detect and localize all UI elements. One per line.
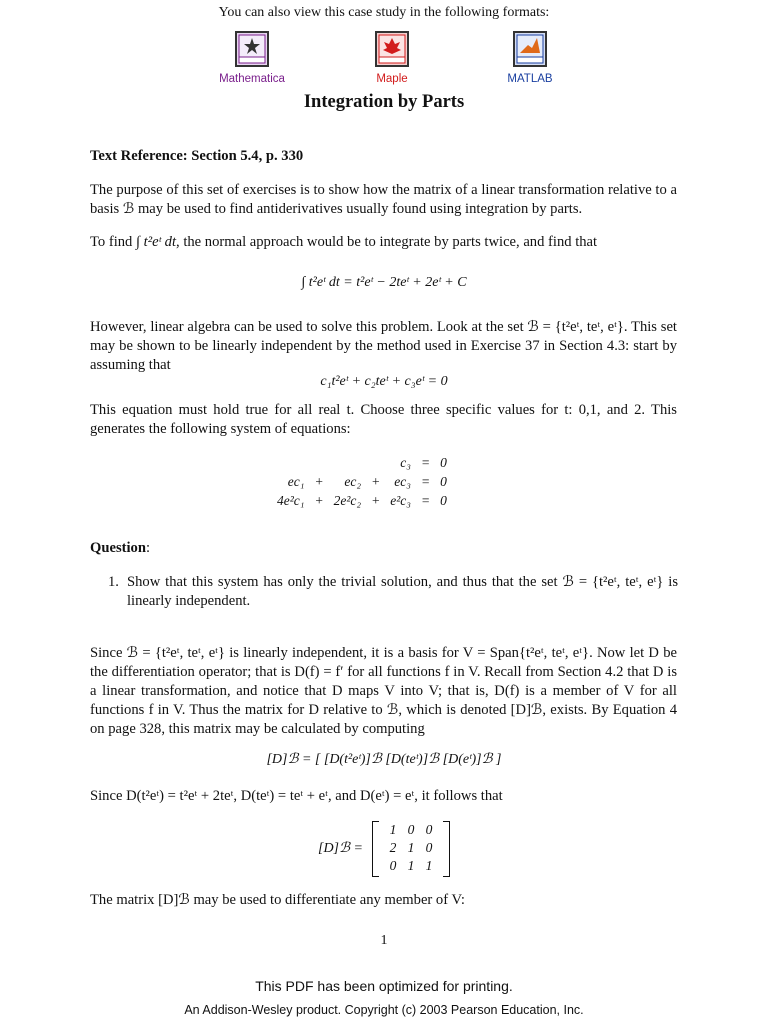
matlab-icon [513, 31, 547, 67]
paragraph-basis: Since ℬ = {t²eᵗ, teᵗ, eᵗ} is linearly independent, it is a basis for V = Span{t²eᵗ, teᵗ, eᵗ}. Now let D be the differentiation operator; that is D(f) = f′ for all functions f in V. Recall from Section 4.2 that D is a linear transformation, and notice that D maps V into V; that is, D(f) is a member of V for all functions f in V. Thus the matrix for D relative to ℬ, which is denoted [D]ℬ, exists. By Equation 4 on page 328, this matrix may be calculated by computing [90, 645, 677, 737]
sys-cell [329, 453, 366, 472]
paragraph-purpose: The purpose of this set of exercises is to show how the matrix of a linear transformation relative to a basis ℬ may be used to find antiderivatives usually found using integration by parts. [90, 182, 677, 217]
question-item [108, 573, 678, 611]
page-title: Integration by Parts [303, 92, 465, 112]
question-heading [90, 539, 677, 558]
question-number: 1. [108, 574, 119, 590]
page-number: 1 [380, 933, 388, 948]
matrix-cell: 1 [407, 858, 415, 873]
matrix-cell: 0 [389, 858, 397, 873]
matrix-D [372, 821, 450, 875]
matrix-cell: 1 [389, 822, 397, 837]
system-row [272, 491, 452, 510]
para2-pre: To find [90, 234, 136, 250]
sys-cell: 4e²c₁ [277, 492, 305, 508]
inline-integral: ∫ t²eᵗ dt [136, 234, 177, 250]
sys-cell [366, 453, 385, 472]
sys-cell: + [314, 473, 324, 489]
sys-cell: e²c₃ [390, 492, 411, 508]
paragraph-differentiate: The matrix [D]ℬ may be used to differentiate any member of V: [90, 892, 465, 908]
sys-cell: = [420, 454, 431, 470]
maple-icon [375, 31, 409, 67]
matrix-left-bracket [372, 821, 379, 877]
sys-cell: 2e²c₂ [333, 492, 362, 508]
equation-linear-combination: c₁t²eᵗ + c₂teᵗ + c₃eᵗ = 0 [320, 374, 448, 389]
matrix-cell: 0 [407, 822, 415, 837]
sys-cell: ec₁ [287, 473, 305, 489]
question-colon: : [145, 540, 151, 556]
sys-cell [309, 453, 328, 472]
footer-copyright: An Addison-Wesley product. Copyright (c) 2003 Pearson Education, Inc. [184, 1003, 584, 1017]
question-text: Show that this system has only the trivial solution, and thus that the set ℬ = {t²eᵗ, teᵗ, eᵗ} is linearly independent. [127, 574, 678, 609]
equation-integral: ∫ t²eᵗ dt = t²eᵗ − 2teᵗ + 2eᵗ + C [301, 275, 467, 290]
paragraph-derivatives: Since D(t²eᵗ) = t²eᵗ + 2teᵗ, D(teᵗ) = teᵗ + eᵗ, and D(eᵗ) = eᵗ, it follows that [90, 788, 503, 804]
maple-label[interactable]: Maple [376, 73, 408, 85]
paragraph-to-find [90, 233, 677, 252]
sys-cell: + [314, 492, 324, 508]
equation-matrix-definition: [D]ℬ = [ [D(t²eᵗ)]ℬ [D(teᵗ)]ℬ [D(eᵗ)]ℬ ] [266, 752, 502, 767]
question-label: Question [90, 540, 146, 556]
mathematica-label[interactable]: Mathematica [219, 73, 285, 85]
system-row [272, 453, 452, 472]
sys-cell: = [420, 492, 431, 508]
system-of-equations [272, 453, 452, 510]
matrix-row [384, 821, 438, 839]
matrix-cell: 2 [389, 840, 397, 855]
text-reference: Text Reference: Section 5.4, p. 330 [90, 148, 304, 164]
sys-cell: ec₂ [344, 473, 362, 489]
matlab-label[interactable]: MATLAB [507, 73, 553, 85]
sys-cell: 0 [440, 473, 447, 489]
format-link-mathematica[interactable] [212, 31, 292, 85]
sys-cell: = [420, 473, 431, 489]
matrix-row [384, 839, 438, 857]
matrix-label: [D]ℬ = [318, 841, 363, 856]
sys-cell: 0 [440, 454, 447, 470]
paragraph-linear-algebra: However, linear algebra can be used to solve this problem. Look at the set ℬ = {t²eᵗ, teᵗ, eᵗ}. This set may be shown to be linearly independent by the method used in Exercise 37 in Section 4.3: start by assuming that [90, 319, 677, 373]
matrix-cell: 0 [425, 840, 433, 855]
footer-optimized-note: This PDF has been optimized for printing. [255, 978, 513, 994]
matrix-cell: 1 [407, 840, 415, 855]
format-link-maple[interactable] [352, 31, 432, 85]
sys-cell: + [371, 473, 381, 489]
sys-cell: c₃ [400, 454, 411, 470]
sys-cell: + [371, 492, 381, 508]
matrix-cell: 0 [425, 822, 433, 837]
format-link-matlab[interactable] [490, 31, 570, 85]
sys-cell: 0 [440, 492, 447, 508]
mathematica-icon [235, 31, 269, 67]
matrix-right-bracket [443, 821, 450, 877]
system-row [272, 472, 452, 491]
paragraph-system-intro: This equation must hold true for all real t. Choose three specific values for t: 0,1, and 2. This generates the following system of equations: [90, 402, 677, 437]
sys-cell [272, 453, 309, 472]
matrix-row [384, 857, 438, 875]
matrix-cell: 1 [425, 858, 433, 873]
para2-post: , the normal approach would be to integrate by parts twice, and find that [176, 234, 598, 250]
sys-cell: ec₃ [394, 473, 411, 489]
formats-intro: You can also view this case study in the following formats: [218, 5, 550, 20]
